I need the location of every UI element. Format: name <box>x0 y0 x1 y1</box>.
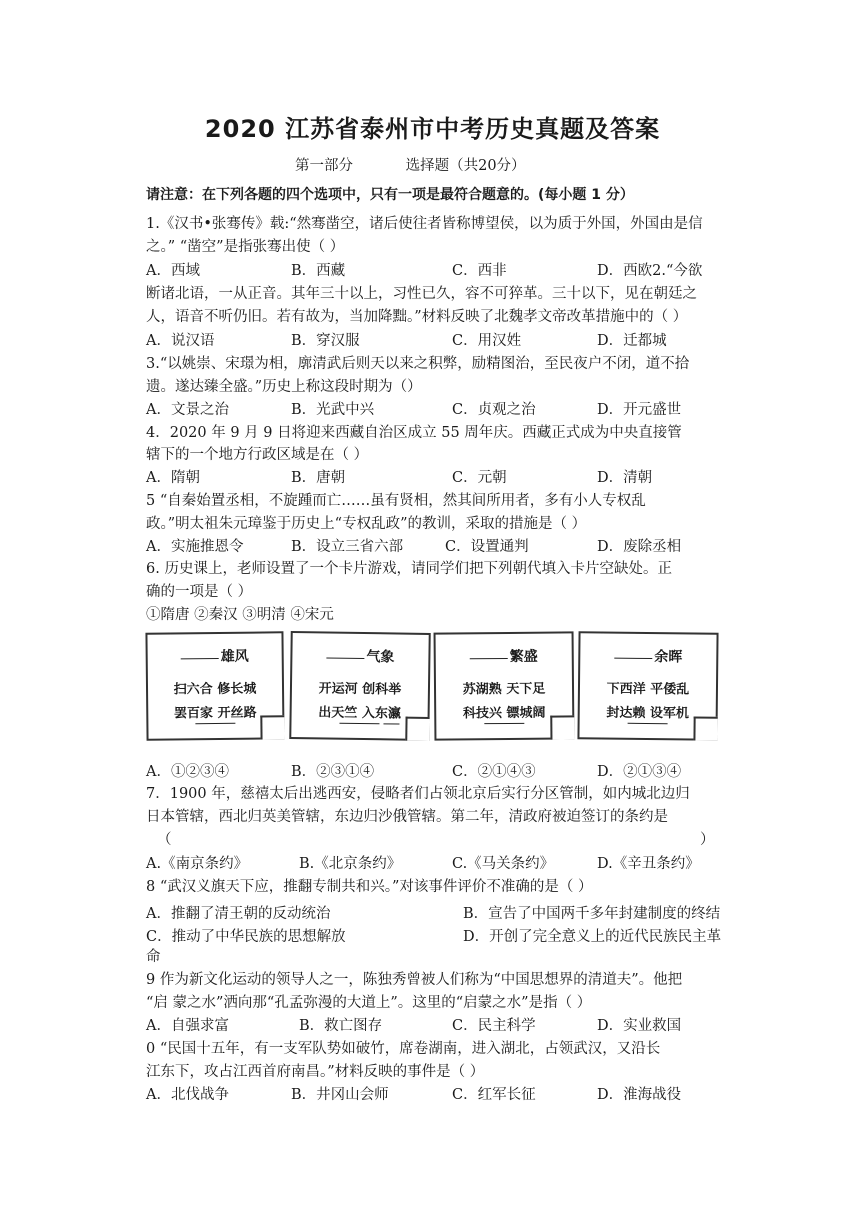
card-3-row-1: 苏湖熟 天下足 <box>462 681 546 698</box>
question-5-option-c: C．设置通判 <box>445 539 529 555</box>
question-8-option-c: C．推动了中华民族的思想解放 <box>146 929 346 945</box>
question-10-text: 0 “民国十五年，有一支军队势如破竹，席卷湖南，进入湖北，占领武汉，又沿长 <box>146 1041 661 1057</box>
question-1-text: 1.《汉书•张骞传》载:“然骞凿空，诸后使往者皆称博望侯，以为质于外国，外国由是信 <box>146 216 703 232</box>
question-7-paren-open: （ <box>157 832 172 848</box>
card-1-row-1: 扫六合 修长城 <box>173 681 257 698</box>
question-10-option-d: D．淮海战役 <box>597 1087 682 1103</box>
question-8-option-b: B．宣告了中国两千多年封建制度的终结 <box>463 906 721 922</box>
question-7-option-d: D.《辛丑条约》 <box>597 856 700 872</box>
question-6-choices: ①隋唐 ②秦汉 ③明清 ④宋元 <box>146 607 334 623</box>
question-7-text: 7．1900 年，慈禧太后出逃西安，侵略者们占领北京后实行分区管制，如内城北边归 <box>146 786 690 802</box>
question-6-option-a: A．①②③④ <box>146 764 229 780</box>
question-10-option-a: A．北伐战争 <box>146 1087 229 1103</box>
section-heading <box>295 154 526 175</box>
question-4-text-cont: 辖下的一个地方行政区域是在（ ） <box>146 447 369 463</box>
question-1-text-cont: 之。” “凿空”是指张骞出使（ ） <box>146 239 345 255</box>
question-3-option-d: D．开元盛世 <box>597 402 682 418</box>
question-3-text: 3.“以姚崇、宋璟为相，廓清武后则天以来之积弊，励精图治，至民夜户不闭，道不拾 <box>146 356 690 372</box>
question-1-option-c: C．西非 <box>452 263 507 279</box>
question-8-option-d: D．开创了完全意义上的近代民族民主革 <box>463 929 722 945</box>
card-4-row-1: 下西洋 平倭乱 <box>606 681 690 698</box>
question-2-text-cont: 人，语音不听仍旧。若有故为，当加降黜。”材料反映了北魏孝文帝改革措施中的（ ） <box>146 309 688 325</box>
question-1-option-b: B．西藏 <box>291 263 346 279</box>
question-6-text-cont: 确的一项是（ ） <box>146 584 253 600</box>
question-5-option-a: A．实施推恩令 <box>146 539 244 555</box>
question-6-text: 6. 历史课上，老师设置了一个卡片游戏，请同学们把下列朝代填入卡片空缺处。正 <box>146 561 672 577</box>
question-4-option-b: B．唐朝 <box>291 470 346 486</box>
question-4-text: 4．2020 年 9 月 9 日将迎来西藏自治区成立 55 周年庆。西藏正式成为中央直接管 <box>146 425 682 441</box>
question-3-text-cont: 遗。遂达臻全盛。”历史上称这段时期为（） <box>146 379 422 395</box>
question-1-option-d: D．西欧2.“今欲 <box>597 263 703 279</box>
dynasty-cards <box>146 632 718 750</box>
question-7-option-a: A.《南京条约》 <box>146 856 249 872</box>
question-5-option-b: B．设立三省六部 <box>291 539 404 555</box>
question-7-paren-close: ） <box>700 832 715 848</box>
question-2-option-c: C．用汉姓 <box>452 333 522 349</box>
question-10-option-b: B．井冈山会师 <box>291 1087 389 1103</box>
question-3-option-c: C．贞观之治 <box>452 402 536 418</box>
question-8-text: 8 “武汉义旗天下应，推翻专制共和兴。”对该事件评价不准确的是（ ） <box>146 879 593 895</box>
question-4-option-c: C．元朝 <box>452 470 507 486</box>
question-4-option-d: D．清朝 <box>597 470 653 486</box>
card-2-row-2: 出天竺 入东瀛 <box>318 705 401 722</box>
card-2 <box>289 631 430 741</box>
card-1-row-2: 罢百家 开丝路 <box>173 705 257 722</box>
question-9-option-a: A．自强求富 <box>146 1018 229 1034</box>
question-2-option-b: B．穿汉服 <box>291 333 360 349</box>
question-5-option-d: D．废除丞相 <box>597 539 682 555</box>
section-name: 选择题（共20分） <box>405 158 526 174</box>
question-9-option-c: C．民主科学 <box>452 1018 536 1034</box>
question-7-option-c: C.《马关条约》 <box>452 856 555 872</box>
section-part: 第一部分 <box>295 158 353 174</box>
question-7-option-b: B.《北京条约》 <box>299 856 402 872</box>
question-2-option-d: D．迁都城 <box>597 333 667 349</box>
card-3 <box>434 631 575 740</box>
question-9-text: 9 作为新文化运动的领导人之一，陈独秀曾被人们称为“中国思想界的清道夫”。他把 <box>146 972 683 988</box>
question-5-text-cont: 政。”明太祖朱元璋鉴于历史上“专权乱政”的教训，采取的措施是（ ） <box>146 516 587 532</box>
question-3-option-b: B．光武中兴 <box>291 402 375 418</box>
card-1-head: 雄风 <box>148 645 282 666</box>
question-7-text-cont: 日本管辖，西北归英美管辖，东边归沙俄管辖。第二年，清政府被迫签订的条约是 <box>146 809 668 825</box>
question-5-text: 5 “自秦始置丞相，不旋踵而亡……虽有贤相，然其间所用者，多有小人专权乱 <box>146 493 646 509</box>
question-6-option-c: C．②①④③ <box>452 764 536 780</box>
question-10-text-cont: 江东下，攻占江西首府南昌。”材料反映的事件是（ ） <box>146 1064 485 1080</box>
question-8-option-a: A．推翻了清王朝的反动统治 <box>146 906 331 922</box>
question-9-option-b: B．救亡图存 <box>299 1018 383 1034</box>
question-1-option-a: A．西域 <box>146 263 200 279</box>
question-10-option-c: C．红军长征 <box>452 1087 536 1103</box>
card-3-head: 繁盛 <box>436 645 572 666</box>
card-4-head: 余晖 <box>580 645 716 666</box>
question-9-text-cont: “启 蒙之水”洒向那“孔孟弥漫的大道上”。这里的“启蒙之水”是指（ ） <box>146 995 592 1011</box>
question-9-option-d: D．实业救国 <box>597 1018 682 1034</box>
question-2-option-a: A．说汉语 <box>146 333 215 349</box>
card-4-row-2: 封达赖 设军机 <box>606 705 690 722</box>
question-4-option-a: A．隋朝 <box>146 470 200 486</box>
question-8-option-d-cont: 命 <box>146 949 161 965</box>
instructions-notice: 请注意：在下列各题的四个选项中，只有一项是最符合题意的。(每小题 1 分） <box>146 187 634 203</box>
card-4 <box>577 631 718 740</box>
card-3-row-2: 科技兴 镖城阔 <box>462 705 546 722</box>
card-1 <box>145 631 284 740</box>
question-3-option-a: A．文景之治 <box>146 402 229 418</box>
card-2-row-1: 开运河 创科举 <box>318 681 402 698</box>
question-2-text: 断诸北语，一从正音。其年三十以上，习性已久，容不可猝革。三十以下，见在朝廷之 <box>146 286 697 302</box>
question-6-option-b: B．②③①④ <box>291 764 375 780</box>
page-title: 2020 江苏省泰州市中考历史真题及答案 <box>204 115 661 143</box>
card-2-head: 气象 <box>292 645 428 667</box>
question-6-option-d: D．②①③④ <box>597 764 682 780</box>
